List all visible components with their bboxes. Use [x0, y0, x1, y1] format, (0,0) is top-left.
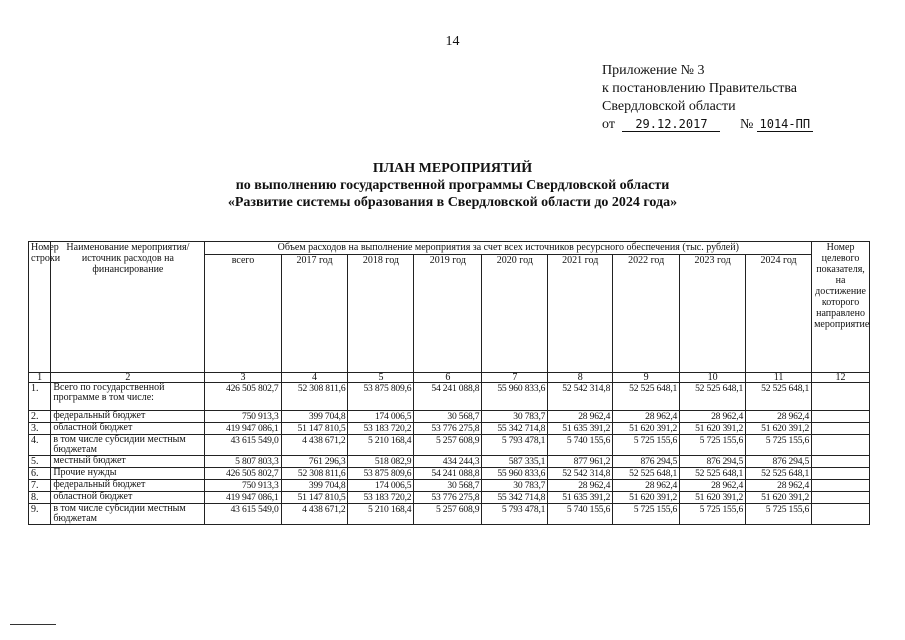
amount-cell: 43 615 549,0 [205, 435, 281, 456]
amount-cell: 426 505 802,7 [205, 468, 281, 480]
amount-cell: 5 210 168,4 [348, 435, 414, 456]
amount-cell: 52 525 648,1 [746, 468, 812, 480]
amount-cell: 28 962,4 [746, 411, 812, 423]
amount-cell: 28 962,4 [746, 480, 812, 492]
amount-cell: 28 962,4 [680, 411, 746, 423]
row-number-cell: 8. [29, 492, 51, 504]
amount-cell: 419 947 086,1 [205, 492, 281, 504]
amount-cell: 53 875 809,6 [348, 383, 414, 411]
plan-table [28, 241, 870, 525]
row-name-cell: федеральный бюджет [51, 480, 205, 492]
amount-cell: 52 542 314,8 [548, 383, 613, 411]
target-cell [812, 435, 870, 456]
row-number-cell: 3. [29, 423, 51, 435]
header-target: Номер целевого показателя, на достижение которого направлено мероприятие [812, 242, 870, 373]
amount-cell: 750 913,3 [205, 411, 281, 423]
target-cell [812, 456, 870, 468]
amount-cell: 52 308 811,6 [281, 383, 348, 411]
amount-cell: 54 241 088,8 [414, 383, 482, 411]
plan-table-body [29, 383, 870, 525]
amount-cell: 174 006,5 [348, 480, 414, 492]
document-title [0, 160, 905, 211]
amount-cell: 5 725 155,6 [613, 435, 680, 456]
amount-cell: 5 725 155,6 [613, 504, 680, 525]
target-cell [812, 480, 870, 492]
column-numbers-row [29, 373, 870, 383]
amount-cell: 5 793 478,1 [482, 504, 548, 525]
amount-cell: 55 960 833,6 [482, 468, 548, 480]
amount-cell: 43 615 549,0 [205, 504, 281, 525]
column-number: 5 [348, 373, 414, 383]
row-name-cell: местный бюджет [51, 456, 205, 468]
column-number: 1 [29, 373, 51, 383]
amount-cell: 587 335,1 [482, 456, 548, 468]
date-prefix: от [602, 117, 615, 132]
row-number-cell: 7. [29, 480, 51, 492]
amount-cell: 761 296,3 [281, 456, 348, 468]
amount-cell: 51 635 391,2 [548, 423, 613, 435]
table-row [29, 492, 870, 504]
column-number: 7 [482, 373, 548, 383]
target-cell [812, 504, 870, 525]
amount-cell: 28 962,4 [548, 480, 613, 492]
amount-cell: 30 568,7 [414, 411, 482, 423]
amount-cell: 876 294,5 [680, 456, 746, 468]
appendix-block [602, 62, 813, 134]
amount-cell: 51 620 391,2 [613, 423, 680, 435]
column-number: 10 [680, 373, 746, 383]
amount-cell: 55 960 833,6 [482, 383, 548, 411]
amount-cell: 28 962,4 [680, 480, 746, 492]
amount-cell: 877 961,2 [548, 456, 613, 468]
amount-cell: 5 793 478,1 [482, 435, 548, 456]
amount-cell: 5 725 155,6 [680, 435, 746, 456]
amount-cell: 51 620 391,2 [746, 423, 812, 435]
row-number-cell: 4. [29, 435, 51, 456]
title-line-1: ПЛАН МЕРОПРИЯТИЙ [372, 161, 533, 176]
header-year: всего [205, 255, 281, 373]
row-number-cell: 1. [29, 383, 51, 411]
appendix-date-line [602, 116, 813, 134]
footer-rule [10, 624, 56, 625]
table-row [29, 504, 870, 525]
amount-cell: 52 525 648,1 [680, 383, 746, 411]
amount-cell: 5 740 155,6 [548, 435, 613, 456]
amount-cell: 52 525 648,1 [746, 383, 812, 411]
table-row [29, 423, 870, 435]
row-name-cell: Всего по государственной программе в том числе: [51, 383, 205, 411]
amount-cell: 53 776 275,8 [414, 423, 482, 435]
row-name-cell: областной бюджет [51, 423, 205, 435]
amount-cell: 52 525 648,1 [613, 468, 680, 480]
amount-cell: 5 257 608,9 [414, 435, 482, 456]
target-cell [812, 423, 870, 435]
amount-cell: 5 257 608,9 [414, 504, 482, 525]
amount-cell: 4 438 671,2 [281, 435, 348, 456]
amount-cell: 30 783,7 [482, 480, 548, 492]
amount-cell: 5 725 155,6 [680, 504, 746, 525]
amount-cell: 52 525 648,1 [613, 383, 680, 411]
amount-cell: 51 620 391,2 [613, 492, 680, 504]
amount-cell: 5 807 803,3 [205, 456, 281, 468]
amount-cell: 54 241 088,8 [414, 468, 482, 480]
header-year: 2017 год [281, 255, 348, 373]
header-year: 2024 год [746, 255, 812, 373]
column-number: 6 [414, 373, 482, 383]
amount-cell: 28 962,4 [548, 411, 613, 423]
header-year: 2022 год [613, 255, 680, 373]
row-number-cell: 9. [29, 504, 51, 525]
amount-cell: 399 704,8 [281, 480, 348, 492]
amount-cell: 174 006,5 [348, 411, 414, 423]
amount-cell: 53 183 720,2 [348, 492, 414, 504]
table-row [29, 411, 870, 423]
amount-cell: 30 568,7 [414, 480, 482, 492]
amount-cell: 51 620 391,2 [746, 492, 812, 504]
amount-cell: 51 620 391,2 [680, 423, 746, 435]
amount-cell: 30 783,7 [482, 411, 548, 423]
amount-cell: 28 962,4 [613, 480, 680, 492]
amount-cell: 419 947 086,1 [205, 423, 281, 435]
row-number-cell: 2. [29, 411, 51, 423]
amount-cell: 876 294,5 [613, 456, 680, 468]
amount-cell: 28 962,4 [613, 411, 680, 423]
column-number: 3 [205, 373, 281, 383]
table-row [29, 456, 870, 468]
row-name-cell: федеральный бюджет [51, 411, 205, 423]
amount-cell: 51 620 391,2 [680, 492, 746, 504]
amount-cell: 53 875 809,6 [348, 468, 414, 480]
column-number: 8 [548, 373, 613, 383]
amount-cell: 55 342 714,8 [482, 423, 548, 435]
amount-cell: 5 725 155,6 [746, 504, 812, 525]
row-number-cell: 6. [29, 468, 51, 480]
header-year: 2021 год [548, 255, 613, 373]
column-number: 12 [812, 373, 870, 383]
table-row [29, 468, 870, 480]
column-number: 9 [613, 373, 680, 383]
decree-date: 29.12.2017 [622, 117, 720, 132]
amount-cell: 52 525 648,1 [680, 468, 746, 480]
header-volume: Объем расходов на выполнение мероприятия за счет всех источников ресурсного обеспечения (тыс. рублей) [205, 242, 812, 255]
amount-cell: 399 704,8 [281, 411, 348, 423]
page-number: 14 [445, 34, 460, 49]
column-number: 4 [281, 373, 348, 383]
column-number: 11 [746, 373, 812, 383]
amount-cell: 52 308 811,6 [281, 468, 348, 480]
header-year: 2018 год [348, 255, 414, 373]
header-row-number: Номер строки [29, 242, 51, 373]
amount-cell: 4 438 671,2 [281, 504, 348, 525]
header-year: 2019 год [414, 255, 482, 373]
row-number-cell: 5. [29, 456, 51, 468]
table-row [29, 435, 870, 456]
amount-cell: 5 725 155,6 [746, 435, 812, 456]
amount-cell: 434 244,3 [414, 456, 482, 468]
column-number: 2 [51, 373, 205, 383]
amount-cell: 51 147 810,5 [281, 492, 348, 504]
row-name-cell: Прочие нужды [51, 468, 205, 480]
target-cell [812, 468, 870, 480]
appendix-region: Свердловской области [602, 99, 736, 114]
appendix-title: Приложение № 3 [602, 63, 705, 78]
row-name-cell: областной бюджет [51, 492, 205, 504]
amount-cell: 52 542 314,8 [548, 468, 613, 480]
amount-cell: 51 147 810,5 [281, 423, 348, 435]
header-name: Наименование мероприятия/ источник расходов на финансирование [51, 242, 205, 373]
target-cell [812, 383, 870, 411]
amount-cell: 53 776 275,8 [414, 492, 482, 504]
header-year: 2023 год [680, 255, 746, 373]
table-row [29, 480, 870, 492]
target-cell [812, 492, 870, 504]
decree-number: 1014-ПП [757, 117, 813, 132]
amount-cell: 5 210 168,4 [348, 504, 414, 525]
header-year: 2020 год [482, 255, 548, 373]
row-name-cell: в том числе субсидии местным бюджетам [51, 504, 205, 525]
table-row [29, 383, 870, 411]
amount-cell: 426 505 802,7 [205, 383, 281, 411]
amount-cell: 5 740 155,6 [548, 504, 613, 525]
title-line-2: по выполнению государственной программы Свердловской области [235, 178, 670, 193]
target-cell [812, 411, 870, 423]
amount-cell: 518 082,9 [348, 456, 414, 468]
amount-cell: 51 635 391,2 [548, 492, 613, 504]
number-prefix: № [739, 117, 754, 132]
amount-cell: 55 342 714,8 [482, 492, 548, 504]
appendix-decree: к постановлению Правительства [602, 81, 798, 96]
amount-cell: 876 294,5 [746, 456, 812, 468]
amount-cell: 53 183 720,2 [348, 423, 414, 435]
row-name-cell: в том числе субсидии местным бюджетам [51, 435, 205, 456]
title-line-3: «Развитие системы образования в Свердловской области до 2024 года» [227, 195, 678, 210]
amount-cell: 750 913,3 [205, 480, 281, 492]
